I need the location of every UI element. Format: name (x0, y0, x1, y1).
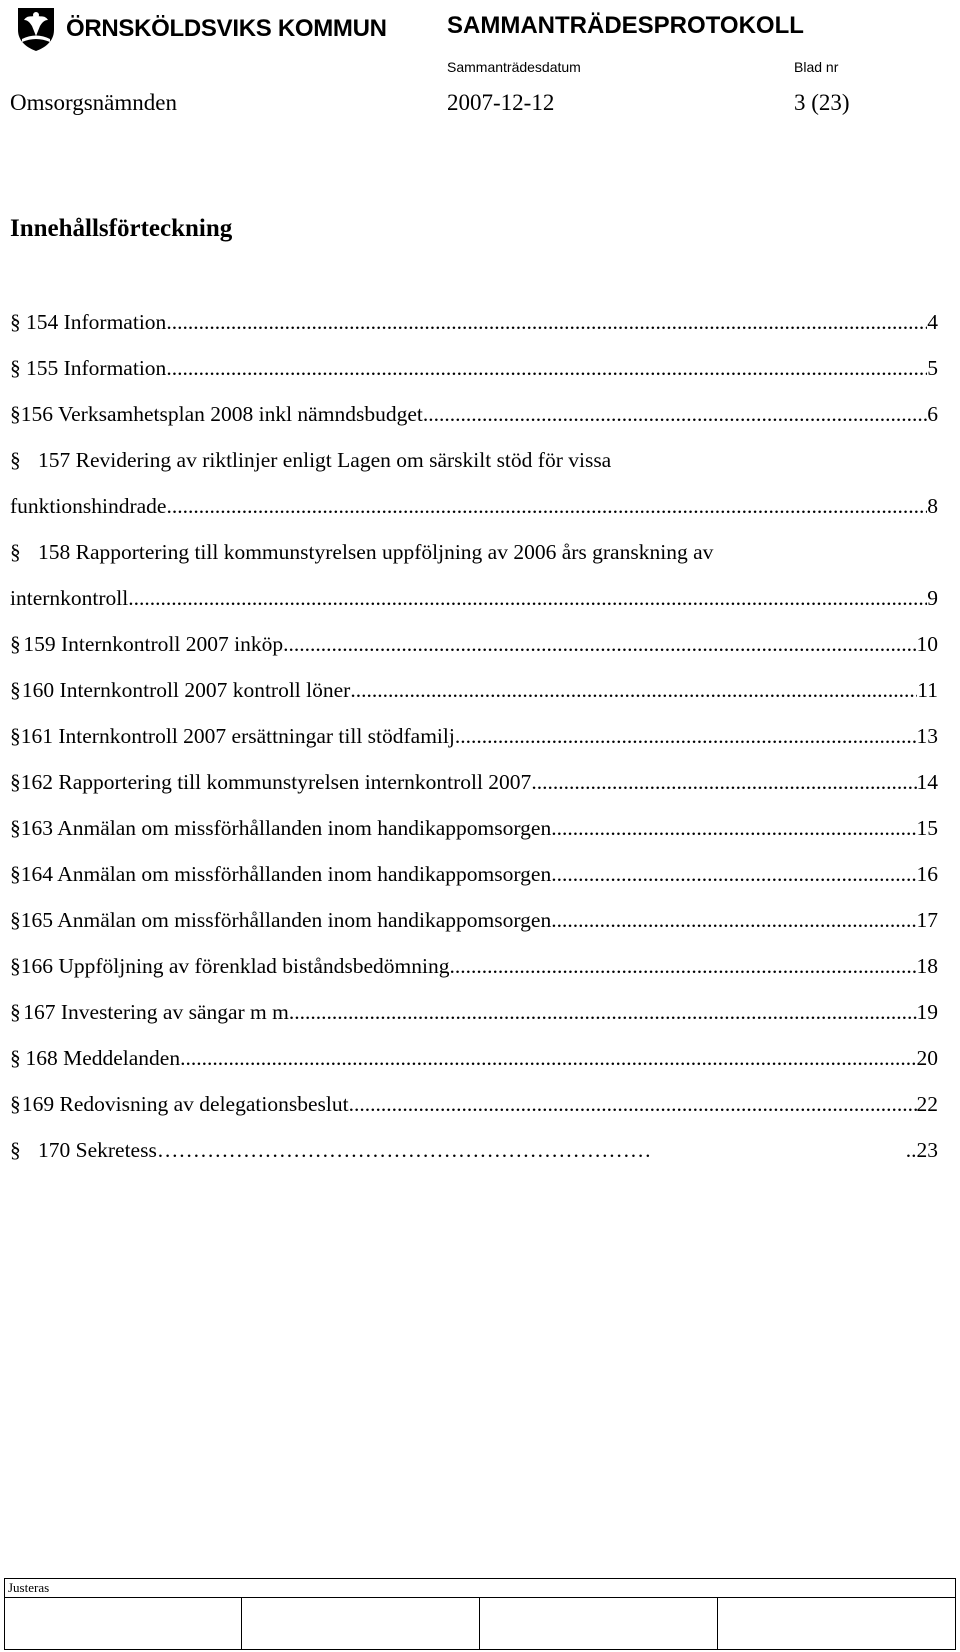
toc-entry (10, 1087, 938, 1133)
section-symbol: § (10, 310, 21, 334)
section-symbol: § (10, 632, 21, 656)
toc-entry-page: 18 (916, 954, 938, 978)
section-symbol: § (10, 908, 21, 932)
section-symbol: § (10, 540, 21, 564)
toc-entry-page: 8 (927, 494, 938, 518)
toc-entry-page: 6 (927, 402, 938, 426)
toc-entry-page: 22 (916, 1092, 938, 1116)
section-symbol: § (10, 402, 21, 426)
section-symbol: § (10, 356, 21, 380)
toc-entry-page: 9 (927, 586, 938, 610)
section-symbol: § (10, 816, 21, 840)
toc-entry (10, 397, 938, 443)
section-symbol: § (10, 1046, 21, 1070)
toc-entry-title: 169 Redovisning av delegationsbeslut (21, 1092, 349, 1116)
toc-entry (10, 1133, 938, 1179)
toc-entry-page: 13 (916, 724, 938, 748)
toc-leader-dots (423, 397, 927, 431)
toc-leader-dots (166, 489, 927, 523)
toc-entry-title: funktionshindrade (10, 494, 167, 518)
toc-entry (10, 351, 938, 397)
signature-label: Justeras (8, 1580, 50, 1595)
toc-entry-page: 17 (916, 908, 938, 932)
toc-leader-dots (450, 949, 917, 983)
signature-box (4, 1578, 958, 1652)
toc-leader-dots (551, 811, 916, 845)
toc-entry (10, 811, 938, 857)
signature-cell-divider (479, 1597, 480, 1649)
toc-entry (10, 903, 938, 949)
toc-entry-title: 167 Investering av sängar m m (23, 1000, 289, 1024)
toc-entry-title: 162 Rapportering till kommunstyrelsen internkontroll 2007 (20, 770, 532, 794)
toc-leader-dots (180, 1041, 916, 1075)
section-symbol: § (10, 1000, 21, 1024)
toc-leader-dots (551, 903, 916, 937)
toc-entry-page: 5 (927, 356, 938, 380)
municipality-logo (16, 6, 387, 52)
toc-entry-title: 154 Information (25, 310, 167, 334)
toc-entry-title: 155 Information (25, 356, 167, 380)
toc-leader-dots (350, 673, 917, 707)
signature-row-divider (5, 1597, 955, 1598)
toc-leader-dots (128, 581, 927, 615)
section-symbol: § (10, 954, 21, 978)
toc-leader-dots (531, 765, 916, 799)
toc-entry-title: 157 Revidering av riktlinjer enligt Lagen om särskilt stöd för vissa (38, 448, 612, 472)
toc-entry-title: 159 Internkontroll 2007 inköp (23, 632, 284, 656)
toc-entry-page: 20 (916, 1046, 938, 1070)
toc-leader-dots (349, 1087, 917, 1121)
toc-entry-title: 163 Anmälan om missförhållanden inom handikappomsorgen (20, 816, 552, 840)
toc-entry (10, 1041, 938, 1087)
committee-name: Omsorgsnämnden (10, 90, 177, 115)
meeting-date: 2007-12-12 (447, 90, 555, 115)
toc-entry-title: 166 Uppföljning av förenklad biståndsbedömning (20, 954, 450, 978)
toc-entry-title: internkontroll (10, 586, 129, 610)
signature-table (4, 1578, 956, 1650)
toc-entry-page: 4 (927, 310, 938, 334)
toc-entry-page: 16 (916, 862, 938, 886)
toc-entry (10, 857, 938, 903)
toc-leader-dots (283, 627, 916, 661)
toc-leader-dots (166, 351, 927, 385)
toc-entry (10, 443, 938, 489)
toc-entry (10, 995, 938, 1041)
meeting-date-label: Sammanträdesdatum (447, 59, 581, 75)
toc-entry-title: 158 Rapportering till kommunstyrelsen uppföljning av 2006 års granskning av (38, 540, 714, 564)
section-symbol: § (10, 862, 21, 886)
section-symbol: § (10, 448, 21, 472)
toc-entry-page: 19 (916, 1000, 938, 1024)
toc-entry-title: 170 Sekretess…………………………………………………………… (38, 1138, 652, 1162)
page-number: 3 (23) (794, 90, 850, 115)
toc-entry (10, 627, 938, 673)
toc-entry (10, 673, 938, 719)
coat-of-arms-icon (16, 6, 56, 52)
toc-entry (10, 949, 938, 995)
toc-entry (10, 581, 938, 627)
toc-entry-title: 161 Internkontroll 2007 ersättningar till stödfamilj (20, 724, 455, 748)
toc-entry (10, 489, 938, 535)
toc-entry-page: ..23 (905, 1138, 938, 1162)
toc-entry-page: 11 (917, 678, 938, 702)
signature-cell-divider (241, 1597, 242, 1649)
section-symbol: § (10, 678, 21, 702)
table-of-contents (10, 305, 938, 1179)
section-symbol: § (10, 724, 21, 748)
toc-entry-title: 164 Anmälan om missförhållanden inom handikappomsorgen (20, 862, 552, 886)
toc-entry-title: 156 Verksamhetsplan 2008 inkl nämndsbudget (20, 402, 423, 426)
toc-entry (10, 719, 938, 765)
page-number-label: Blad nr (794, 59, 839, 75)
toc-entry-page: 15 (916, 816, 938, 840)
section-symbol: § (10, 770, 21, 794)
toc-entry-page: 14 (916, 770, 938, 794)
toc-leader-dots (551, 857, 916, 891)
toc-leader-dots (455, 719, 917, 753)
toc-entry (10, 765, 938, 811)
logo-text: ÖRNSKÖLDSVIKS KOMMUN (66, 15, 387, 42)
toc-entry (10, 535, 938, 581)
toc-entry-title: 160 Internkontroll 2007 kontroll löner (21, 678, 351, 702)
toc-entry-page: 10 (916, 632, 938, 656)
signature-cell-divider (717, 1597, 718, 1649)
document-type: SAMMANTRÄDESPROTOKOLL (447, 12, 804, 39)
toc-entry-title: 168 Meddelanden (25, 1046, 181, 1070)
toc-leader-dots (166, 305, 927, 339)
section-symbol: § (10, 1138, 21, 1162)
toc-entry-title: 165 Anmälan om missförhållanden inom handikappomsorgen (20, 908, 552, 932)
toc-heading: Innehållsförteckning (10, 215, 233, 242)
toc-entry (10, 305, 938, 351)
section-symbol: § (10, 1092, 21, 1116)
toc-leader-dots (289, 995, 917, 1029)
